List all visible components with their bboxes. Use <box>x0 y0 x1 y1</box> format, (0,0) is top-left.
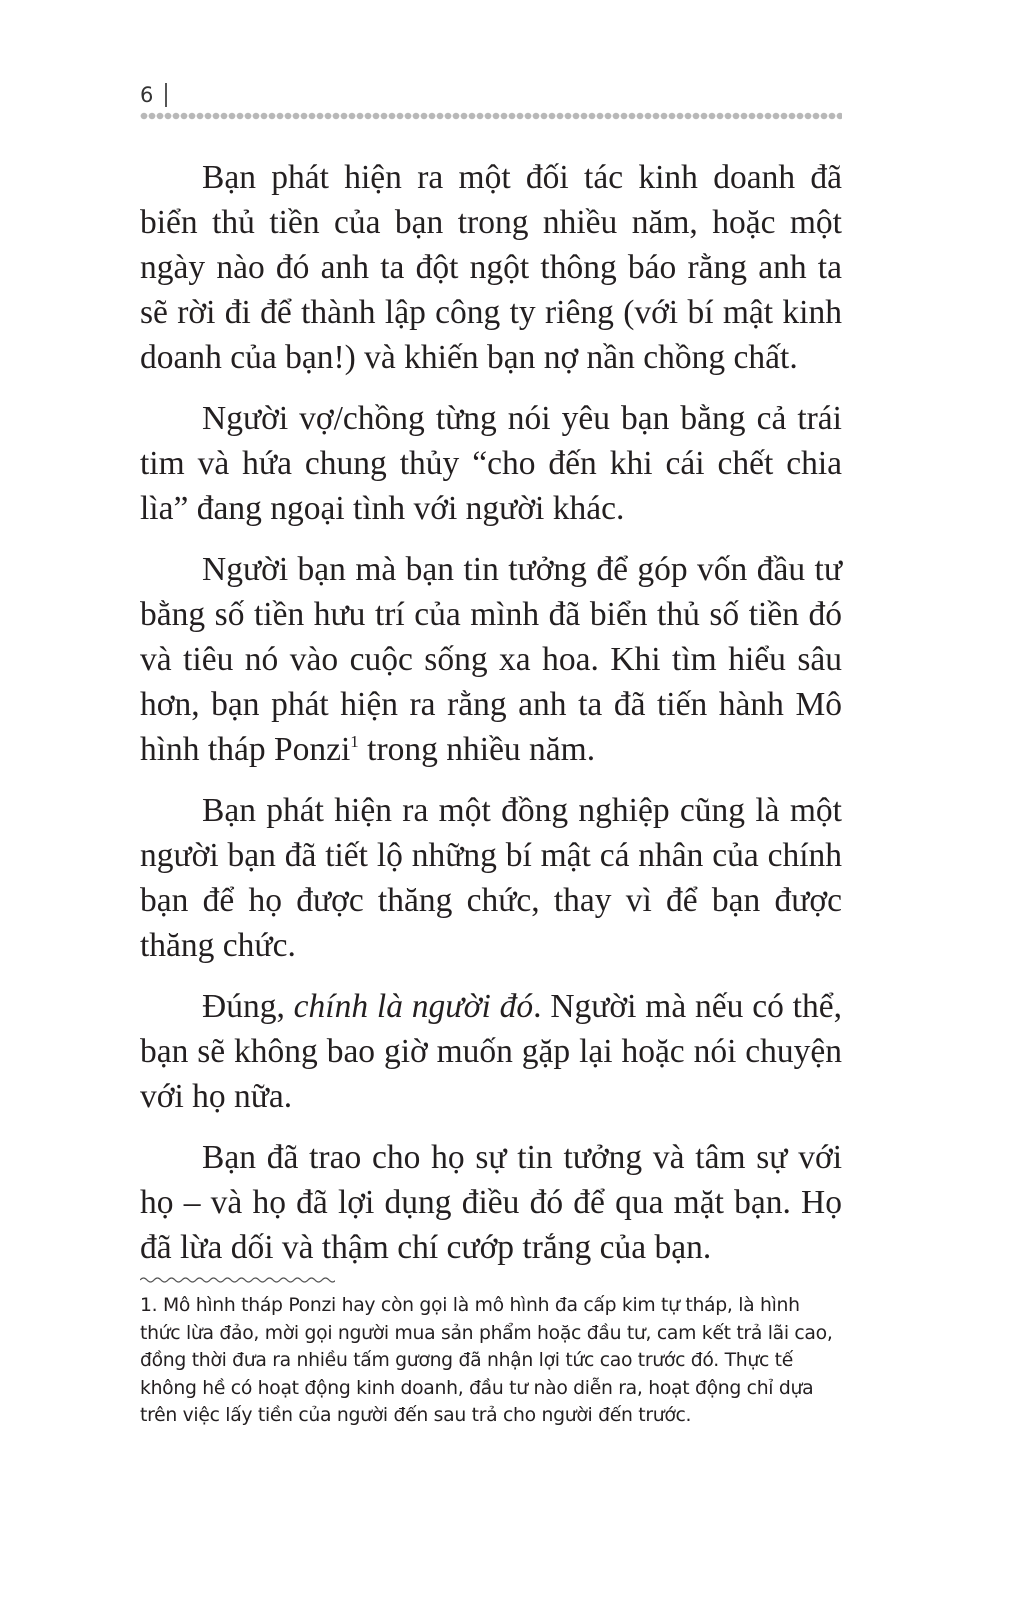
header-ornament-rule <box>140 111 842 121</box>
footnote-separator-wave <box>140 1276 335 1284</box>
paragraph: Người vợ/chồng từng nói yêu bạn bằng cả trái tim và hứa chung thủy “cho đến khi cái chết chia lìa” đang ngoại tình với người khác. <box>140 400 842 527</box>
paragraph: Bạn đã trao cho họ sự tin tưởng và tâm sự với họ – và họ đã lợi dụng điều đó để qua mặt bạn. Họ đã lừa dối và thậm chí cướp trắng của bạn. <box>140 1139 842 1266</box>
paragraph: Bạn phát hiện ra một đồng nghiệp cũng là một người bạn đã tiết lộ những bí mật cá nhân của chính bạn để họ được thăng chức, thay vì để bạn được thăng chức. <box>140 792 842 964</box>
footnote-reference: 1 <box>350 732 359 751</box>
footnote: 1. Mô hình tháp Ponzi hay còn gọi là mô hình đa cấp kim tự tháp, là hình thức lừa đảo, mời gọi người mua sản phẩm hoặc đầu tư, cam kết trả lãi cao, đồng thời đưa ra nhiều tấm gương đã nhận lợi tức cao trước đó. Thực tế không hề có hoạt động kinh doanh, đầu tư nào diễn ra, hoạt động chỉ dựa trên việc lấy tiền của người đến sau trả cho người đến trước. <box>140 1295 833 1426</box>
paragraph: Đúng, chính là người đó. Người mà nếu có thể, bạn sẽ không bao giờ muốn gặp lại hoặc nói chuyện với họ nữa. <box>140 988 842 1115</box>
main-body-text <box>140 155 842 1286</box>
emphasis-text: chính là người đó <box>293 988 534 1025</box>
page-number: 6 <box>140 83 154 107</box>
header-divider <box>165 83 167 107</box>
paragraph: Người bạn mà bạn tin tưởng để góp vốn đầu tư bằng số tiền hưu trí của mình đã biển thủ số tiền đó và tiêu nó vào cuộc sống xa hoa. Khi tìm hiểu sâu hơn, bạn phát hiện ra rằng anh ta đã tiến hành Mô hình tháp Ponzi$^1$ trong nhiều năm. <box>140 551 842 768</box>
page-header <box>140 80 167 110</box>
paragraph: Bạn phát hiện ra một đối tác kinh doanh đã biển thủ tiền của bạn trong nhiều năm, hoặc một ngày nào đó anh ta đột ngột thông báo rằng anh ta sẽ rời đi để thành lập công ty riêng (với bí mật kinh doanh của bạn!) và khiến bạn nợ nần chồng chất. <box>140 159 842 376</box>
